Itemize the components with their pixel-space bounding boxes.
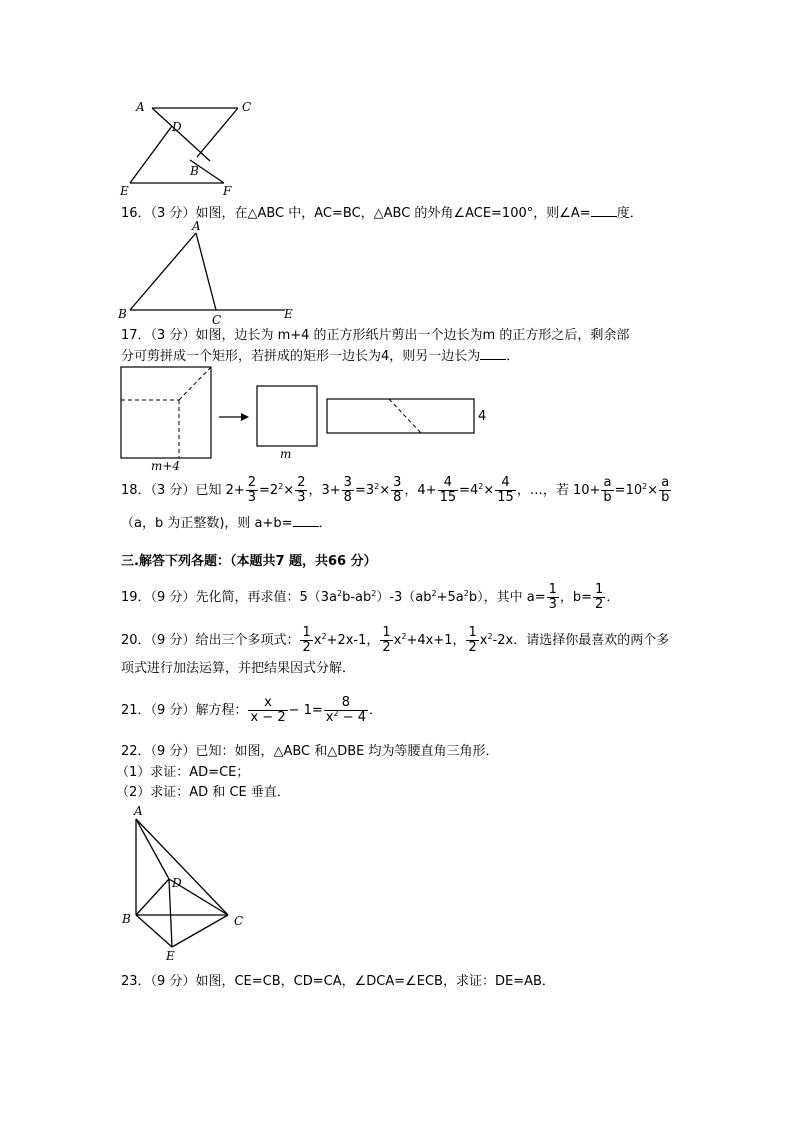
question-number: 20． bbox=[121, 633, 151, 648]
denominator: 2 bbox=[302, 640, 311, 655]
fraction bbox=[380, 626, 392, 655]
question-number: 19． bbox=[121, 590, 151, 605]
numerator: 2 bbox=[247, 475, 257, 490]
numerator: 1 bbox=[595, 582, 604, 597]
text: x bbox=[479, 633, 488, 648]
label-D: D bbox=[172, 120, 182, 134]
question-text: 项式进行加法运算，并把结果因式分解． bbox=[121, 661, 356, 676]
text: ，3+ bbox=[308, 483, 341, 498]
label-A: A bbox=[134, 804, 143, 818]
denominator-base: x bbox=[325, 710, 334, 725]
denominator: x − 2 bbox=[250, 710, 286, 725]
question-score: （3 分） bbox=[150, 483, 196, 498]
denominator: b bbox=[661, 490, 670, 505]
denominator: 3 bbox=[247, 490, 257, 505]
label-B: B bbox=[122, 912, 131, 926]
exponent: 2 bbox=[321, 632, 327, 641]
question-score: （9 分） bbox=[150, 703, 196, 718]
figure-q15-svg bbox=[110, 95, 270, 205]
question-18 bbox=[121, 476, 672, 505]
fraction bbox=[300, 626, 312, 655]
denominator: b bbox=[603, 490, 612, 505]
label-D: D bbox=[172, 876, 182, 890]
text: 给出三个多项式： bbox=[195, 633, 300, 648]
label-B: B bbox=[190, 164, 199, 178]
exponent: 2 bbox=[401, 632, 407, 641]
label-E: E bbox=[166, 949, 175, 963]
question-20 bbox=[121, 626, 669, 655]
question-text: 如图，CE=CB，CD=CA，∠DCA=∠ECB，求证：DE=AB． bbox=[195, 974, 555, 989]
numerator: x bbox=[248, 696, 287, 711]
text: =4 bbox=[459, 483, 479, 498]
question-19 bbox=[121, 583, 619, 612]
fraction bbox=[342, 476, 354, 505]
fraction bbox=[295, 476, 307, 505]
exponent: 2 bbox=[431, 589, 437, 598]
denominator: 8 bbox=[343, 490, 352, 505]
exponent: 2 bbox=[487, 632, 493, 641]
section-heading: 三.解答下列各题：（本题共7 题，共66 分） bbox=[121, 554, 377, 569]
figure-q16-svg bbox=[110, 220, 310, 328]
fraction bbox=[601, 476, 613, 505]
numerator: 8 bbox=[324, 696, 368, 711]
text: +4x+1， bbox=[406, 633, 466, 648]
denominator: 8 bbox=[393, 490, 402, 505]
text: × bbox=[379, 483, 391, 498]
question-23 bbox=[121, 973, 555, 991]
text: 先化简，再求值：5（3a bbox=[195, 590, 337, 605]
text: =3 bbox=[354, 483, 375, 498]
question-text-end: ． bbox=[318, 516, 332, 531]
question-number: 17． bbox=[121, 328, 151, 343]
question-score: （3 分） bbox=[150, 328, 196, 343]
label-C: C bbox=[242, 100, 252, 114]
question-22 bbox=[121, 743, 499, 761]
label-4: 4 bbox=[478, 409, 487, 424]
numerator: 2 bbox=[297, 475, 306, 490]
exponent: 2 bbox=[278, 482, 284, 491]
numerator: 3 bbox=[343, 475, 352, 490]
text: x bbox=[313, 633, 322, 648]
text: ，…，若 10+ bbox=[516, 483, 601, 498]
exponent: 2 bbox=[463, 589, 469, 598]
exponent: 2 bbox=[371, 589, 377, 598]
text: =10 bbox=[614, 483, 643, 498]
denominator-rest: − 4 bbox=[338, 710, 367, 725]
question-score: （9 分） bbox=[150, 744, 196, 759]
exponent: 2 bbox=[478, 482, 484, 491]
denominator: 3 bbox=[548, 597, 557, 612]
label-B: B bbox=[118, 307, 127, 321]
fraction bbox=[438, 476, 459, 505]
label-A: A bbox=[136, 100, 145, 114]
question-number: 18． bbox=[121, 483, 151, 498]
question-text: 如图，边长为 m+4 的正方形纸片剪出一个边长为m 的正方形之后，剩余部 bbox=[195, 328, 630, 343]
answer-blank bbox=[591, 203, 617, 217]
exponent: 2 bbox=[336, 589, 343, 598]
text: ． bbox=[606, 590, 620, 605]
figure-q22-svg bbox=[110, 805, 270, 965]
denominator: 15 bbox=[439, 490, 457, 505]
numerator: 1 bbox=[468, 625, 477, 640]
fraction bbox=[248, 696, 287, 725]
figure-q17 bbox=[115, 362, 515, 472]
text: ，b= bbox=[559, 590, 593, 605]
text: b-ab bbox=[342, 590, 372, 605]
figure-q17-svg bbox=[115, 362, 515, 472]
question-17 bbox=[121, 327, 629, 345]
numerator: 4 bbox=[495, 476, 516, 491]
fraction bbox=[466, 626, 478, 655]
fraction bbox=[324, 696, 368, 725]
denominator: 2 bbox=[382, 640, 391, 655]
text: b），其中 a= bbox=[468, 590, 546, 605]
question-number: 23． bbox=[121, 974, 151, 989]
text: ，4+ bbox=[404, 483, 437, 498]
numerator: 3 bbox=[393, 475, 402, 490]
numerator: a bbox=[659, 476, 671, 491]
question-18-line2 bbox=[121, 513, 332, 533]
label-E: E bbox=[284, 307, 293, 321]
label-C: C bbox=[212, 313, 222, 327]
numerator: 1 bbox=[548, 582, 557, 597]
question-score: （9 分） bbox=[150, 974, 196, 989]
question-score: （3 分） bbox=[150, 206, 196, 221]
denominator: 2 bbox=[595, 597, 604, 612]
label-E: E bbox=[120, 184, 129, 198]
fraction bbox=[495, 476, 516, 505]
figure-q22 bbox=[110, 805, 270, 965]
question-text: 分可剪拼成一个矩形，若拼成的矩形一边长为4，则另一边长为 bbox=[121, 349, 481, 364]
question-number: 22． bbox=[121, 744, 151, 759]
text: 已知 2+ bbox=[195, 483, 245, 498]
question-21 bbox=[121, 696, 382, 725]
text: ． bbox=[369, 703, 383, 718]
question-20-line2 bbox=[121, 660, 355, 678]
fraction bbox=[391, 476, 403, 505]
numerator: 1 bbox=[302, 625, 311, 640]
label-C: C bbox=[234, 914, 244, 928]
text: -2x．请选择你最喜欢的两个多 bbox=[492, 633, 670, 648]
denominator: 15 bbox=[497, 490, 514, 505]
fraction bbox=[246, 476, 258, 505]
question-22-part1: （1）求证：AD=CE； bbox=[116, 765, 250, 780]
denominator: 3 bbox=[297, 490, 306, 505]
text: =2 bbox=[259, 483, 279, 498]
text: x bbox=[393, 633, 402, 648]
question-number: 21． bbox=[121, 703, 151, 718]
exponent: 2 bbox=[333, 709, 339, 718]
question-text-end: 度． bbox=[616, 206, 643, 221]
question-text: 如图，在△ABC 中，AC=BC，△ABC 的外角∠ACE=100°，则∠A= bbox=[195, 206, 591, 221]
numerator: a bbox=[601, 476, 613, 491]
question-text: 已知：如图，△ABC 和△DBE 均为等腰直角三角形． bbox=[195, 744, 499, 759]
fraction bbox=[547, 583, 559, 612]
text: +5a bbox=[436, 590, 464, 605]
text: × bbox=[283, 483, 295, 498]
text: 解方程： bbox=[195, 703, 248, 718]
question-number: 16． bbox=[121, 206, 151, 221]
numerator: 4 bbox=[438, 476, 459, 491]
text: − 1= bbox=[288, 703, 323, 718]
question-22-part2: （2）求证：AD 和 CE 垂直． bbox=[116, 785, 290, 800]
question-score: （9 分） bbox=[150, 633, 196, 648]
numerator: 1 bbox=[382, 625, 391, 640]
text: ）-3（ab bbox=[376, 590, 432, 605]
answer-blank bbox=[293, 513, 319, 527]
denominator: 2 bbox=[468, 640, 477, 655]
exponent: 2 bbox=[642, 482, 648, 491]
denominator bbox=[324, 711, 368, 725]
label-A: A bbox=[192, 219, 201, 233]
figure-q15 bbox=[110, 95, 270, 205]
text: +2x-1， bbox=[326, 633, 380, 648]
question-score: （9 分） bbox=[150, 590, 196, 605]
label-m-plus-4: m+4 bbox=[151, 459, 181, 473]
figure-q16 bbox=[110, 220, 310, 328]
label-F: F bbox=[223, 184, 232, 198]
fraction bbox=[659, 476, 671, 505]
label-m: m bbox=[280, 447, 292, 461]
answer-blank bbox=[480, 346, 506, 360]
question-text-end: ． bbox=[506, 349, 520, 364]
question-text: （a，b 为正整数)，则 a+b= bbox=[121, 516, 293, 531]
fraction bbox=[593, 583, 605, 612]
exponent: 2 bbox=[374, 482, 380, 491]
text: × bbox=[647, 483, 659, 498]
text: × bbox=[483, 483, 495, 498]
